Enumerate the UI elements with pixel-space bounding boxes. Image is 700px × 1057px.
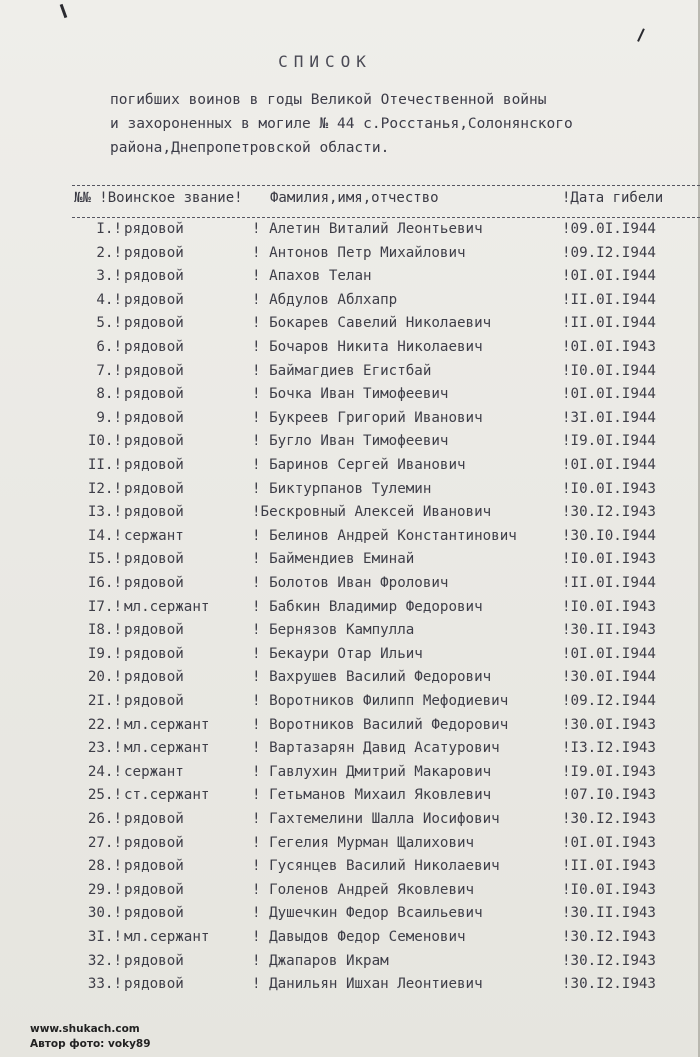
table-header-rule xyxy=(72,217,700,218)
row-full-name: ! Джапаров Икрам xyxy=(252,952,389,969)
row-number: I6.! xyxy=(87,575,122,591)
row-rank: рядовой xyxy=(124,362,184,379)
row-number: I0.! xyxy=(87,433,122,450)
row-rank: мл.сержант xyxy=(124,929,210,945)
row-rank: мл.сержант xyxy=(124,598,210,615)
row-full-name: ! Антонов Петр Михайлович xyxy=(252,244,466,261)
row-number: I4.! xyxy=(87,527,122,544)
row-number: 9.! xyxy=(96,409,122,426)
table-row xyxy=(0,764,700,787)
ink-mark xyxy=(60,4,68,18)
row-full-name: ! Гавлухин Дмитрий Макарович xyxy=(252,763,492,780)
row-date: !I0.0I.I943 xyxy=(562,480,656,497)
table-row xyxy=(0,811,700,834)
table-row xyxy=(0,976,700,999)
footer-site: www.shukach.com xyxy=(30,1023,140,1035)
table-row xyxy=(0,599,700,622)
table-row xyxy=(0,905,700,928)
row-rank: рядовой xyxy=(124,244,184,261)
row-date: !I0.0I.I943 xyxy=(562,598,656,615)
table-row xyxy=(0,292,700,315)
table-row xyxy=(0,457,700,480)
row-rank: рядовой xyxy=(124,952,184,969)
row-full-name: ! Белинов Андрей Константинович xyxy=(252,527,517,544)
row-date: !II.0I.I944 xyxy=(562,291,656,308)
table-row xyxy=(0,410,700,433)
table-row xyxy=(0,528,700,551)
row-full-name: ! Гусянцев Василий Николаевич xyxy=(252,858,500,875)
row-number: 26.! xyxy=(87,811,122,827)
row-full-name: ! Бочка Иван Тимофеевич xyxy=(252,386,449,403)
row-full-name: ! Гахтемелини Шалла Иосифович xyxy=(252,811,500,827)
row-full-name: ! Бернязов Кампулла xyxy=(252,622,415,639)
table-row xyxy=(0,693,700,716)
row-rank: рядовой xyxy=(124,291,184,308)
row-number: 7.! xyxy=(96,362,122,379)
subtitle-line: района,Днепропетровской области. xyxy=(110,140,390,156)
row-date: !II.0I.I944 xyxy=(562,315,656,332)
row-full-name: ! Воротников Филипп Мефодиевич xyxy=(252,693,509,709)
row-full-name: ! Вахрушев Василий Федорович xyxy=(252,669,492,686)
row-full-name: ! Болотов Иван Фролович xyxy=(252,575,449,591)
subtitle-line: погибших воинов в годы Великой Отечественной войны xyxy=(110,92,547,108)
row-full-name: ! Душечкин Федор Всаильевич xyxy=(252,905,483,922)
row-rank: рядовой xyxy=(124,645,184,662)
row-date: !I0.0I.I943 xyxy=(562,881,656,898)
table-row xyxy=(0,882,700,905)
row-rank: рядовой xyxy=(124,551,184,568)
table-top-rule xyxy=(72,185,700,186)
row-rank: мл.сержант xyxy=(124,740,210,757)
table-row xyxy=(0,245,700,268)
table-row xyxy=(0,481,700,504)
table-row xyxy=(0,339,700,362)
row-rank: рядовой xyxy=(124,268,184,285)
row-rank: рядовой xyxy=(124,693,184,709)
row-date: !30.I2.I943 xyxy=(562,811,656,827)
row-rank: рядовой xyxy=(124,811,184,827)
row-number: I3.! xyxy=(87,504,122,521)
row-date: !30.II.I943 xyxy=(562,905,656,922)
row-date: !0I.0I.I944 xyxy=(562,268,656,285)
row-number: 24.! xyxy=(87,763,122,780)
row-number: 28.! xyxy=(87,858,122,875)
row-number: 32.! xyxy=(87,952,122,969)
table-row xyxy=(0,433,700,456)
row-full-name: ! Бабкин Владимир Федорович xyxy=(252,598,483,615)
row-date: !30.0I.I944 xyxy=(562,669,656,686)
row-date: !30.II.I943 xyxy=(562,622,656,639)
footer-credit: Автор фото: voky89 xyxy=(30,1038,151,1050)
table-row xyxy=(0,386,700,409)
row-date: !0I.0I.I943 xyxy=(562,339,656,355)
subtitle-line: и захороненных в могиле № 44 с.Росстанья,Солонянского xyxy=(110,116,573,132)
row-full-name: !Бескровный Алексей Иванович xyxy=(252,504,492,521)
row-date: !09.0I.I944 xyxy=(562,221,656,237)
table-row xyxy=(0,740,700,763)
table-row xyxy=(0,551,700,574)
table-row xyxy=(0,363,700,386)
row-full-name: ! Бокарев Савелий Николаевич xyxy=(252,315,492,332)
row-full-name: ! Баймендиев Еминай xyxy=(252,551,415,568)
row-full-name: ! Вартазарян Давид Асатурович xyxy=(252,740,500,757)
row-rank: рядовой xyxy=(124,669,184,686)
row-rank: рядовой xyxy=(124,881,184,898)
row-date: !07.I0.I943 xyxy=(562,787,656,804)
row-rank: рядовой xyxy=(124,905,184,922)
table-row xyxy=(0,669,700,692)
row-number: 29.! xyxy=(87,881,122,898)
row-full-name: ! Гегелия Мурман Щалихович xyxy=(252,834,475,851)
table-row xyxy=(0,315,700,338)
row-full-name: ! Бочаров Никита Николаевич xyxy=(252,339,483,355)
row-full-name: ! Давыдов Федор Семенович xyxy=(252,929,466,945)
row-full-name: ! Биктурпанов Тулемин xyxy=(252,480,432,497)
row-rank: рядовой xyxy=(124,622,184,639)
table-row xyxy=(0,646,700,669)
row-date: !30.I2.I943 xyxy=(562,952,656,969)
row-date: !30.I0.I944 xyxy=(562,527,656,544)
row-number: 33.! xyxy=(87,976,122,993)
row-full-name: ! Алетин Виталий Леонтьевич xyxy=(252,221,483,237)
header-date-of-death: !Дата гибели xyxy=(562,190,664,206)
row-number: I.! xyxy=(96,221,122,237)
row-full-name: ! Данильян Ишхан Леонтиевич xyxy=(252,976,483,993)
table-row xyxy=(0,787,700,810)
row-full-name: ! Воротников Василий Федорович xyxy=(252,716,509,733)
row-date: !30.I2.I943 xyxy=(562,976,656,993)
row-number: 4.! xyxy=(96,291,122,308)
row-date: !I9.0I.I944 xyxy=(562,433,656,450)
table-row xyxy=(0,953,700,976)
row-full-name: ! Букреев Григорий Иванович xyxy=(252,409,483,426)
row-full-name: ! Бекаури Отар Ильич xyxy=(252,645,423,662)
row-number: I8.! xyxy=(87,622,122,639)
row-rank: рядовой xyxy=(124,221,184,237)
row-number: 22.! xyxy=(87,716,122,733)
row-full-name: ! Абдулов Аблхапр xyxy=(252,291,398,308)
row-full-name: ! Голенов Андрей Яковлевич xyxy=(252,881,475,898)
row-number: I7.! xyxy=(87,598,122,615)
table-row xyxy=(0,268,700,291)
row-number: 8.! xyxy=(96,386,122,403)
row-rank: рядовой xyxy=(124,339,184,355)
row-rank: рядовой xyxy=(124,480,184,497)
row-full-name: ! Баринов Сергей Иванович xyxy=(252,457,466,473)
row-full-name: ! Бугло Иван Тимофеевич xyxy=(252,433,449,450)
row-number: 25.! xyxy=(87,787,122,804)
row-rank: рядовой xyxy=(124,386,184,403)
table-row xyxy=(0,575,700,598)
table-row xyxy=(0,929,700,952)
row-full-name: ! Баймагдиев Егистбай xyxy=(252,362,432,379)
row-number: II.! xyxy=(87,457,122,473)
row-rank: мл.сержант xyxy=(124,716,210,733)
row-rank: рядовой xyxy=(124,315,184,332)
row-number: 3.! xyxy=(96,268,122,285)
row-date: !I9.0I.I943 xyxy=(562,763,656,780)
row-date: !0I.0I.I944 xyxy=(562,645,656,662)
row-date: !09.I2.I944 xyxy=(562,244,656,261)
table-row xyxy=(0,717,700,740)
row-rank: сержант xyxy=(124,763,184,780)
row-rank: рядовой xyxy=(124,575,184,591)
row-number: 27.! xyxy=(87,834,122,851)
row-number: 2.! xyxy=(96,244,122,261)
row-number: 6.! xyxy=(96,339,122,355)
row-date: !30.0I.I943 xyxy=(562,716,656,733)
table-row xyxy=(0,622,700,645)
row-number: 3I.! xyxy=(87,929,122,945)
row-number: 23.! xyxy=(87,740,122,757)
row-date: !30.I2.I943 xyxy=(562,504,656,521)
row-date: !II.0I.I944 xyxy=(562,575,656,591)
table-row xyxy=(0,858,700,881)
row-full-name: ! Гетьманов Михаил Яковлевич xyxy=(252,787,492,804)
row-number: I2.! xyxy=(87,480,122,497)
row-date: !3I.0I.I944 xyxy=(562,409,656,426)
row-rank: рядовой xyxy=(124,504,184,521)
table-row xyxy=(0,221,700,244)
row-number: I9.! xyxy=(87,645,122,662)
row-date: !I0.0I.I944 xyxy=(562,362,656,379)
document-subtitle xyxy=(110,88,630,160)
row-number: 20.! xyxy=(87,669,122,686)
row-number: I5.! xyxy=(87,551,122,568)
table-row xyxy=(0,504,700,527)
row-rank: рядовой xyxy=(124,834,184,851)
row-rank: рядовой xyxy=(124,858,184,875)
row-date: !II.0I.I943 xyxy=(562,858,656,875)
row-date: !30.I2.I943 xyxy=(562,929,656,945)
row-number: 5.! xyxy=(96,315,122,332)
row-rank: ст.сержант xyxy=(124,787,210,804)
row-date: !0I.0I.I944 xyxy=(562,386,656,403)
row-date: !0I.0I.I943 xyxy=(562,834,656,851)
ink-mark xyxy=(637,28,644,41)
row-date: !0I.0I.I944 xyxy=(562,457,656,473)
row-number: 30.! xyxy=(87,905,122,922)
header-full-name: Фамилия,имя,отчество xyxy=(270,190,439,206)
document-title: СПИСОК xyxy=(278,52,372,71)
row-rank: рядовой xyxy=(124,457,184,473)
row-rank: сержант xyxy=(124,527,184,544)
row-rank: рядовой xyxy=(124,433,184,450)
row-date: !I3.I2.I943 xyxy=(562,740,656,757)
header-number-rank: №№ !Воинское звание! xyxy=(74,190,243,206)
row-number: 2I.! xyxy=(87,693,122,709)
row-full-name: ! Апахов Телан xyxy=(252,268,372,285)
row-date: !09.I2.I944 xyxy=(562,693,656,709)
row-rank: рядовой xyxy=(124,976,184,993)
row-rank: рядовой xyxy=(124,409,184,426)
table-row xyxy=(0,835,700,858)
row-date: !I0.0I.I943 xyxy=(562,551,656,568)
